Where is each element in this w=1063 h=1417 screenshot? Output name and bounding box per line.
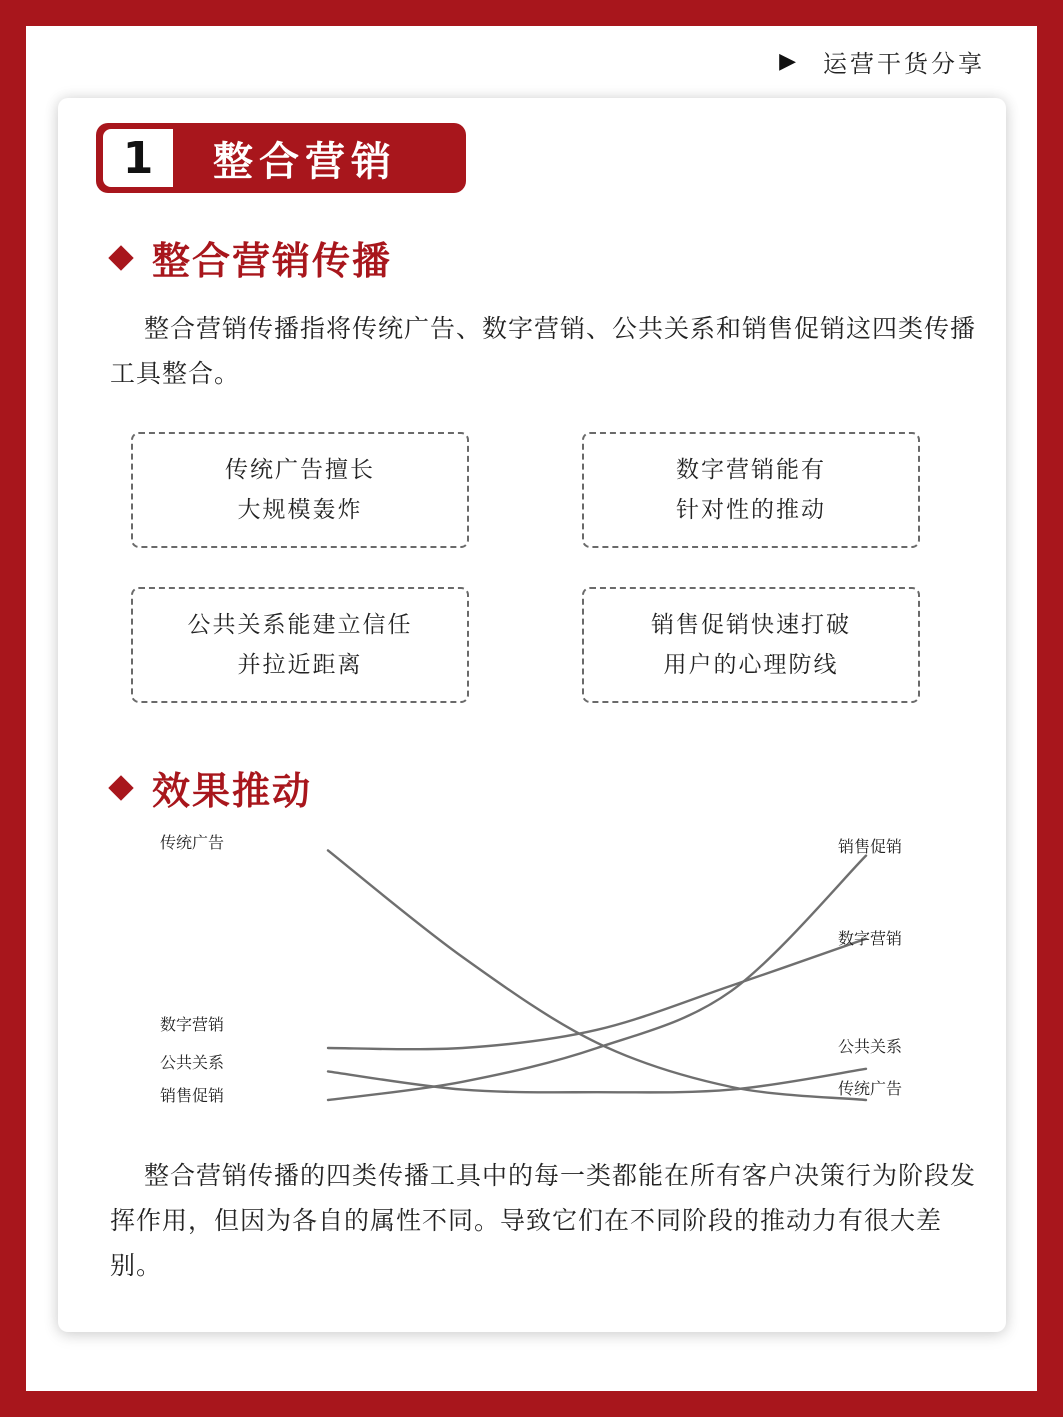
- section-heading-label: 效果推动: [152, 769, 313, 813]
- tool-box-line: 数字营销能有: [676, 457, 826, 483]
- header-tag-label: 运营干货分享: [823, 50, 985, 78]
- chart-series-line: [328, 1069, 866, 1093]
- effect-paragraph: 整合营销传播的四类传播工具中的每一类都能在所有客户决策行为阶段发挥作用，但因为各自的属性不同。导致它们在不同阶段的推动力有很大差别。: [110, 1161, 977, 1280]
- chart-series-line: [328, 939, 866, 1050]
- section-heading-integrated: [106, 230, 392, 285]
- tool-box-public-relations: [131, 587, 469, 703]
- chart-series-line: [328, 850, 866, 1100]
- badge-number: 1: [103, 129, 173, 187]
- section-badge: [96, 123, 466, 193]
- play-icon: ▶: [779, 49, 799, 74]
- diamond-icon: [108, 245, 133, 270]
- chart-left-label: 公共关系: [160, 1053, 225, 1072]
- section-heading-effect: [106, 760, 312, 815]
- tool-box-line: 针对性的推动: [676, 497, 826, 523]
- chart-left-label: 数字营销: [160, 1015, 225, 1034]
- chart-right-label: 数字营销: [838, 929, 903, 948]
- tool-box-traditional-ads: [131, 432, 469, 548]
- tool-box-line: 销售促销快速打破: [651, 612, 851, 638]
- diamond-icon: [108, 775, 133, 800]
- tool-box-line: 并拉近距离: [237, 652, 363, 678]
- chart-right-label: 销售促销: [838, 837, 903, 856]
- chart-right-label: 传统广告: [838, 1079, 903, 1098]
- chart-series-line: [328, 856, 866, 1100]
- section-heading-label: 整合营销传播: [152, 239, 393, 283]
- tool-box-line: 用户的心理防线: [663, 652, 839, 678]
- tool-box-digital-marketing: [582, 432, 920, 548]
- chart-left-label: 销售促销: [160, 1086, 225, 1105]
- tool-box-line: 传统广告擅长: [225, 457, 375, 483]
- intro-paragraph: 整合营销传播指将传统广告、数字营销、公共关系和销售促销这四类传播工具整合。: [110, 314, 977, 388]
- header-tag: [779, 44, 985, 79]
- effect-chart: [148, 826, 938, 1116]
- content-card: [58, 98, 1006, 1332]
- chart-right-label: 公共关系: [838, 1037, 903, 1056]
- tool-box-line: 公共关系能建立信任: [187, 612, 413, 638]
- badge-title: 整合营销: [213, 138, 397, 185]
- tool-box-sales-promotion: [582, 587, 920, 703]
- tool-box-line: 大规模轰炸: [237, 497, 363, 523]
- chart-left-label: 传统广告: [160, 833, 225, 852]
